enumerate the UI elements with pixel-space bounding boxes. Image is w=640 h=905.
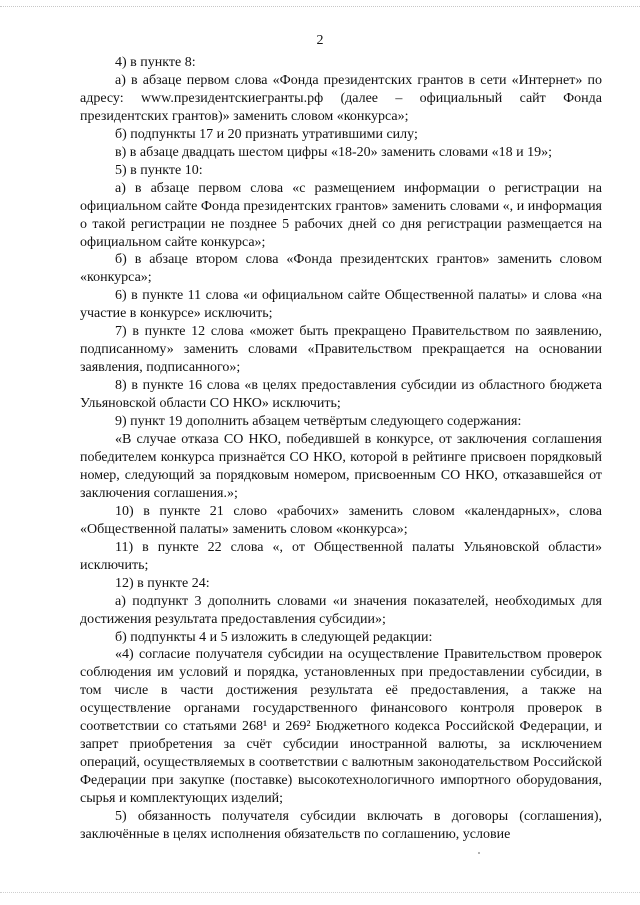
paragraph-subitem-4-quote: «4) согласие получателя субсидии на осуществление Правительством проверок соблюдения им условий и порядка, установленных при предоставлении субсидии, в том числе в части достижения результата её предоставления, а также на осуществление органами государственного финансового контроля проверок в соответствии со статьями 268¹ и 269² Бюджетного кодекса Российской Федерации, и запрет приобретения за счёт субсидии иностранной валюты, за исключением операций, осуществляемых в соответствии с валютным законодательством Российской Федерации при закупке (поставке) высокотехнологичного импортного оборудования, сырья и комплектующих изделий; <box>80 647 602 807</box>
paragraph-item-7: 7) в пункте 12 слова «может быть прекращено Правительством по заявлению, подписанному» заменить словами «Правительством прекращается на основании заявления, подписанного»; <box>80 324 602 376</box>
paragraph-item-9: 9) пункт 19 дополнить абзацем четвёртым следующего содержания: <box>115 414 522 430</box>
paragraph-item-9-quote: «В случае отказа СО НКО, победившей в конкурсе, от заключения соглашения победителем конкурса признаётся СО НКО, которой в рейтинге присвоен порядковый номер, следующий за порядковым номером, присвоенным СО НКО, отказавшейся от заключения соглашения.»; <box>80 432 602 501</box>
paragraph-item-5b: б) в абзаце втором слова «Фонда президентских грантов» заменить словом «конкурса»; <box>80 252 602 286</box>
paragraph-item-11: 11) в пункте 22 слова «, от Общественной палаты Ульяновской области» исключить; <box>80 539 602 573</box>
paragraph-item-4b: б) подпункты 17 и 20 признать утратившими силу; <box>115 126 418 142</box>
paragraph-item-12b: б) подпункты 4 и 5 изложить в следующей редакции: <box>115 629 433 645</box>
paragraph-item-12a: а) подпункт 3 дополнить словами «и значения показателей, необходимых для достижения результата предоставления субсидии»; <box>80 593 602 627</box>
paragraph-item-5: 5) в пункте 10: <box>115 162 203 178</box>
scan-artifact-top <box>0 6 640 8</box>
paragraph-item-4: 4) в пункте 8: <box>115 55 196 70</box>
page-number: 2 <box>316 33 324 48</box>
paragraph-item-8: 8) в пункте 16 слова «в целях предоставления субсидии из областного бюджета Ульяновской области СО НКО» исключить; <box>80 378 602 412</box>
paragraph-item-10: 10) в пункте 21 слово «рабочих» заменить словом «календарных», слова «Общественной палаты» заменить словом «конкурса»; <box>80 503 602 537</box>
scan-artifact-bottom <box>0 892 640 894</box>
paragraph-item-5a: а) в абзаце первом слова «с размещением информации о регистрации на официальном сайте Фонда президентских грантов» заменить словами «, и информация о такой регистрации не позднее 5 рабочих дней со дня регистрации размещается на официальном сайте конкурса»; <box>80 180 602 250</box>
document-body <box>80 54 602 844</box>
paragraph-item-12: 12) в пункте 24: <box>115 575 210 591</box>
paragraph-item-6: 6) в пункте 11 слова «и официальном сайте Общественной палаты» и слова «на участие в конкурсе» исключить; <box>80 288 602 322</box>
paragraph-item-4a: а) в абзаце первом слова «Фонда президентских грантов в сети «Интернет» по адресу: www.президентскиегранты.рф (далее – официальный сайт Фонда президентских грантов)» заменить словом «конкурса»; <box>80 72 602 124</box>
paragraph-subitem-5: 5) обязанность получателя субсидии включать в договоры (соглашения), заключённые в целях исполнения обязательств по соглашению, условие <box>80 809 602 842</box>
paragraph-item-4c: в) в абзаце двадцать шестом цифры «18-20» заменить словами «18 и 19»; <box>115 144 552 160</box>
scan-speck <box>478 852 480 854</box>
